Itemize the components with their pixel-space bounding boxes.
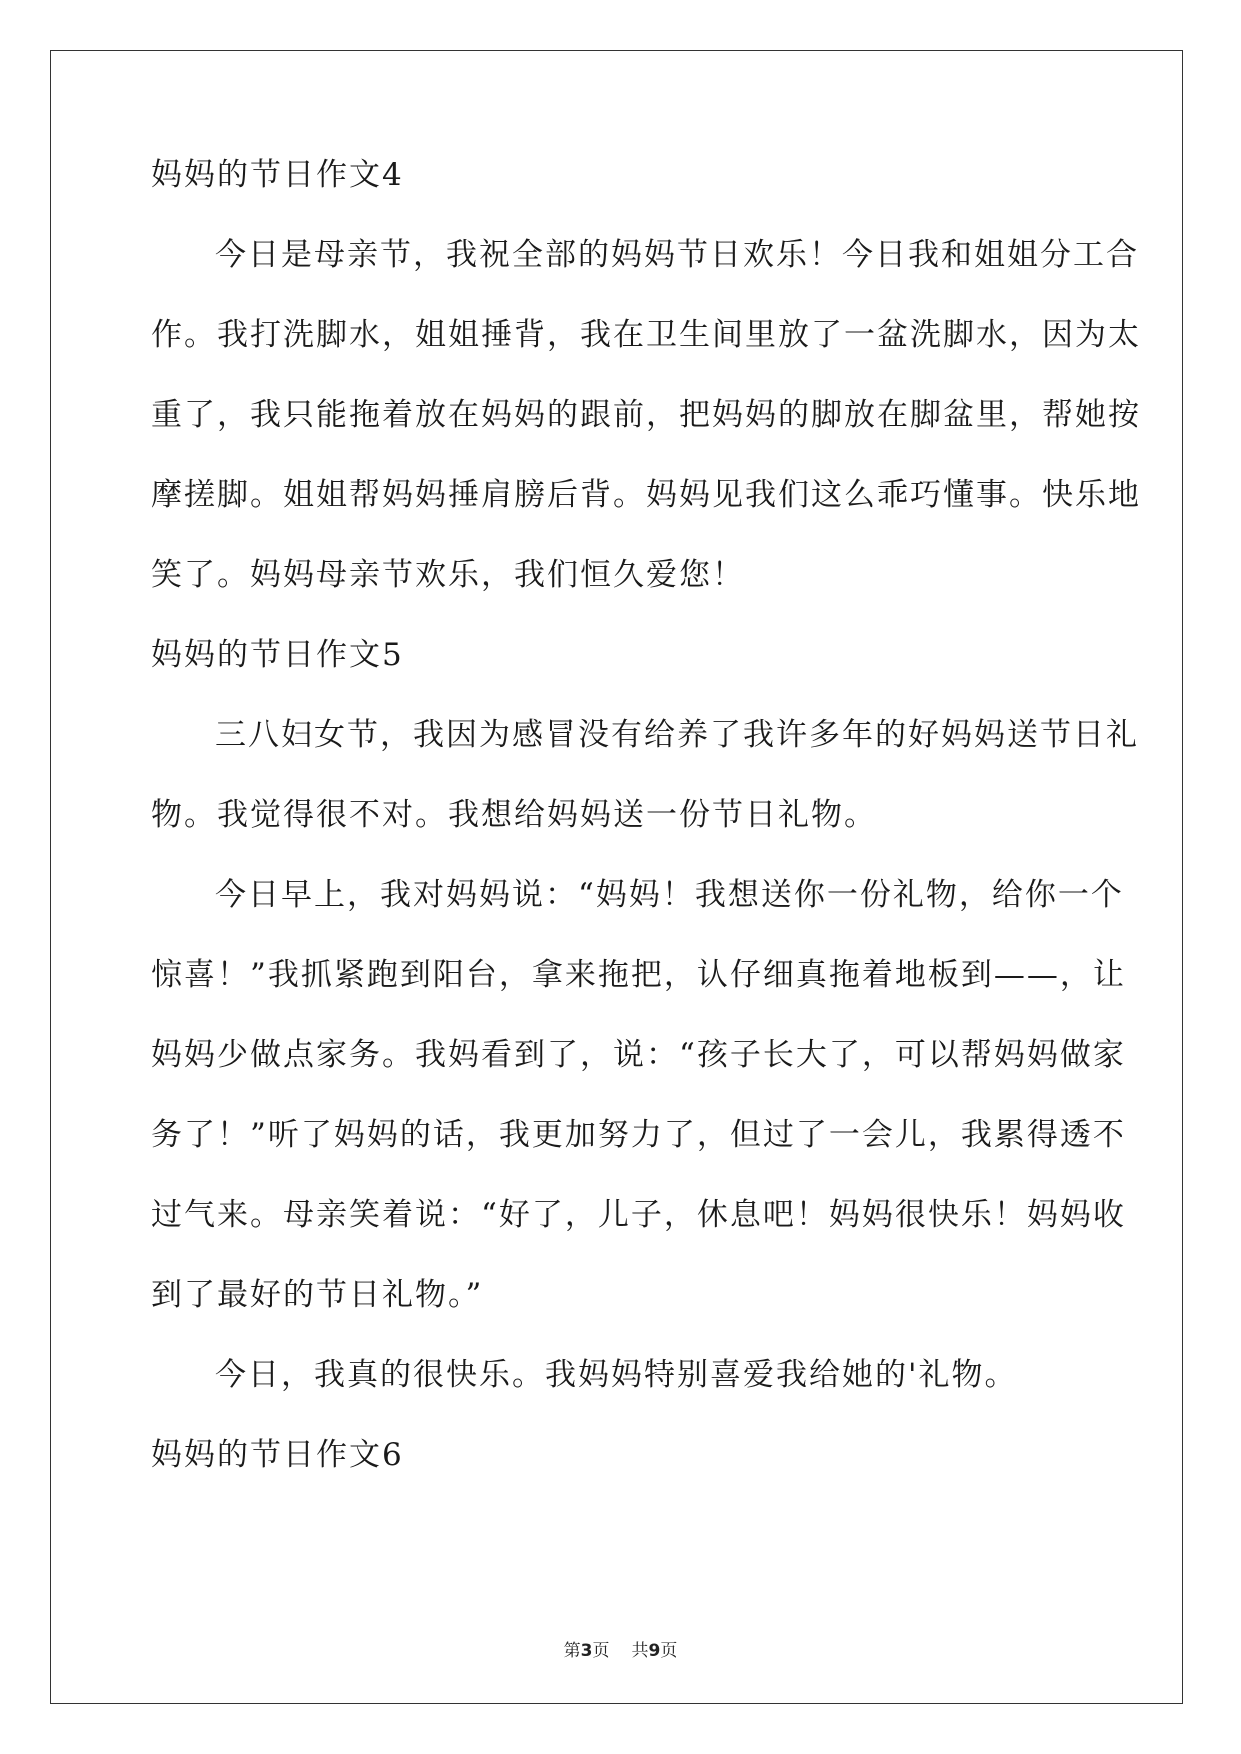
paragraph-line: 过气来。母亲笑着说：“好了，儿子，休息吧！妈妈很快乐！妈妈收 [151, 1197, 1126, 1233]
paragraph-line: 到了最好的节日礼物。” [151, 1277, 484, 1313]
paragraph-line: 今日早上，我对妈妈说：“妈妈！我想送你一份礼物，给你一个 [215, 877, 1124, 913]
footer-page-suffix: 页 [592, 1641, 610, 1661]
total-page-count: 9 [648, 1641, 661, 1661]
paragraph-line: 今日是母亲节，我祝全部的妈妈节日欢乐！今日我和姐姐分工合 [215, 237, 1139, 273]
paragraph-line: 惊喜！”我抓紧跑到阳台，拿来拖把，认仔细真拖着地板到——，让 [151, 957, 1126, 993]
current-page-number: 3 [580, 1641, 593, 1661]
paragraph-line: 作。我打洗脚水，姐姐捶背，我在卫生间里放了一盆洗脚水，因为太 [151, 317, 1141, 353]
paragraph-line: 今日，我真的很快乐。我妈妈特别喜爱我给她的'礼物。 [215, 1357, 1018, 1393]
paragraph-line: 摩搓脚。姐姐帮妈妈捶肩膀后背。妈妈见我们这么乖巧懂事。快乐地 [151, 477, 1141, 513]
section-heading: 妈妈的节日作文6 [151, 1437, 404, 1473]
paragraph-line: 三八妇女节，我因为感冒没有给养了我许多年的好妈妈送节日礼 [215, 717, 1139, 753]
paragraph-line: 务了！”听了妈妈的话，我更加努力了，但过了一会儿，我累得透不 [151, 1117, 1126, 1153]
paragraph-line: 物。我觉得很不对。我想给妈妈送一份节日礼物。 [151, 797, 877, 833]
footer-total-prefix: 共 [631, 1641, 649, 1661]
section-heading: 妈妈的节日作文4 [151, 157, 404, 193]
footer-page-prefix: 第 [563, 1641, 581, 1661]
section-heading: 妈妈的节日作文5 [151, 637, 404, 673]
paragraph-line: 重了，我只能拖着放在妈妈的跟前，把妈妈的脚放在脚盆里，帮她按 [151, 397, 1141, 433]
footer-total-suffix: 页 [660, 1641, 678, 1661]
paragraph-line: 笑了。妈妈母亲节欢乐，我们恒久爱您！ [151, 557, 745, 593]
paragraph-line: 妈妈少做点家务。我妈看到了，说：“孩子长大了，可以帮妈妈做家 [151, 1037, 1126, 1073]
page-footer [0, 1636, 1241, 1661]
document-body [151, 155, 1141, 1515]
